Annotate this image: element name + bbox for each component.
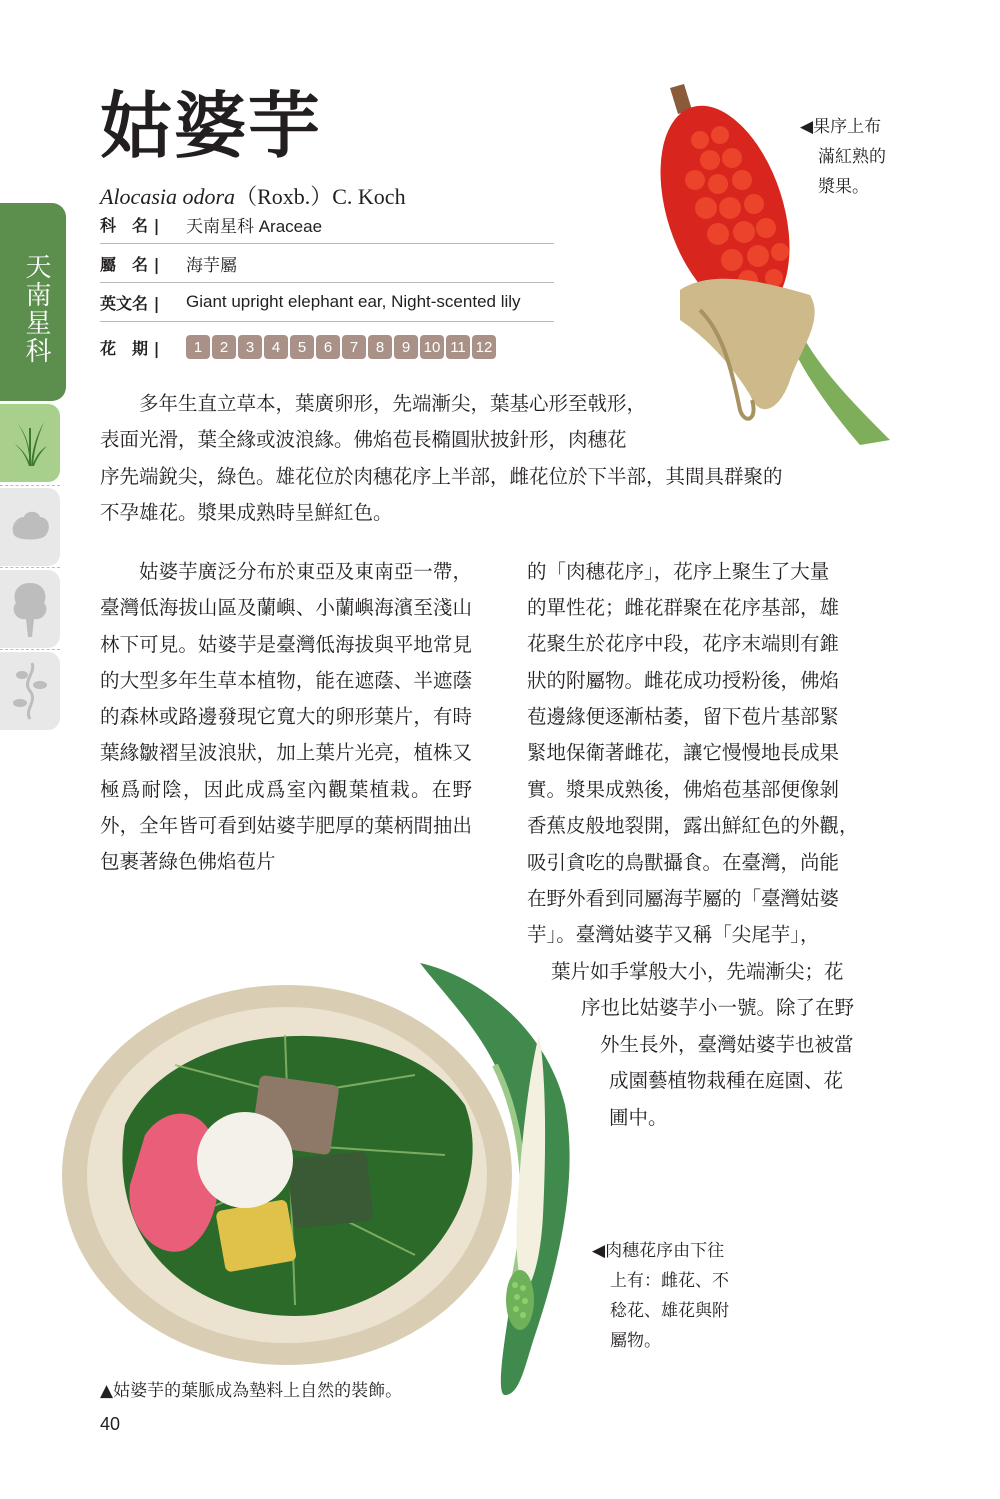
body-text-right-line: 香蕉皮般地裂開，露出鮮紅色的外觀，: [527, 814, 859, 837]
scientific-name-author: （Roxb.）C. Koch: [235, 184, 406, 209]
month-badge: 9: [394, 335, 418, 359]
month-badge: 8: [368, 335, 392, 359]
body-text-right-line: 花聚生於花序中段，花序末端則有錐: [527, 632, 840, 655]
spadix-caption-line: 屬物。: [610, 1331, 661, 1351]
category-tab-araceae[interactable]: [0, 203, 66, 401]
body-text-right-line: 的單性花；雌花群聚在花序基部，雄: [527, 596, 840, 619]
body-text-right-line: 成園藝植物栽種在庭園、花: [609, 1069, 844, 1092]
grass-icon: [12, 418, 48, 468]
page-title: 姑婆芋: [100, 83, 323, 168]
month-badges: [186, 335, 496, 359]
month-badge: 2: [212, 335, 236, 359]
month-badge: 1: [186, 335, 210, 359]
fruit-caption: [800, 112, 886, 202]
body-text-right-line: 緊地保衛著雌花，讓它慢慢地長成果: [527, 741, 840, 764]
body-text-right-line: 實。漿果成熟後，佛焰苞基部便像剝: [527, 778, 840, 801]
description-line: 序先端銳尖，綠色。雄花位於肉穗花序上半部，雌花位於下半部，其間具群聚的: [100, 465, 783, 488]
description-line: 不孕雄花。漿果成熟時呈鮮紅色。: [100, 501, 393, 524]
month-badge: 12: [472, 335, 496, 359]
spadix-caption-line: 稔花、雄花與附: [610, 1301, 729, 1321]
dish-caption: ▲姑婆芋的葉脈成為墊料上自然的裝飾。: [100, 1381, 403, 1401]
flowering-row: [100, 332, 496, 362]
body-text-right-line: 圃中。: [609, 1106, 668, 1129]
spadix-caption-line: ◀肉穗花序由下往: [592, 1241, 725, 1261]
genus-label: 屬 名 |: [100, 254, 160, 274]
genus-row: [100, 244, 554, 283]
tab-shrub[interactable]: [0, 488, 60, 566]
month-badge: 6: [316, 335, 340, 359]
body-text-right-line: 吸引貪吃的鳥獸攝食。在臺灣，尚能: [527, 851, 840, 874]
page-number: 40: [100, 1414, 121, 1434]
body-text-right-line: 序也比姑婆芋小一號。除了在野: [581, 996, 855, 1019]
vine-icon: [10, 661, 50, 721]
description-line: 表面光滑，葉全緣或波浪緣。佛焰苞長橢圓狀披針形，肉穗花: [100, 428, 627, 451]
spadix-caption: [592, 1236, 729, 1356]
fruit-caption-line: 漿果。: [818, 177, 869, 197]
tab-divider: [0, 485, 60, 486]
tab-grass[interactable]: [0, 404, 60, 482]
body-text-right-line: 葉片如手掌般大小，先端漸尖；花: [551, 960, 844, 983]
english-name-value: Giant upright elephant ear, Night-scented lily: [186, 292, 521, 311]
scientific-name-italic: Alocasia odora: [100, 184, 236, 209]
tab-vine[interactable]: [0, 652, 60, 730]
fruit-caption-line: ◀果序上布: [800, 117, 882, 137]
body-text-right-line: 的「肉穗花序」，花序上聚生了大量: [527, 560, 830, 583]
description-line: 多年生直立草本，葉廣卵形，先端漸尖，葉基心形至戟形，: [139, 392, 647, 415]
body-text-right-line: 苞邊緣便逐漸枯萎，留下苞片基部緊: [527, 705, 840, 728]
body-text-right-line: 芋」。臺灣姑婆芋又稱「尖尾芋」，: [527, 923, 820, 946]
flowering-label: 花 期 |: [100, 338, 160, 358]
family-label: 科 名 |: [100, 215, 160, 235]
category-tab-label: 天南星科: [21, 253, 51, 365]
family-value: 天南星科 Araceae: [186, 216, 323, 236]
tab-tree[interactable]: [0, 570, 60, 648]
month-badge: 10: [420, 335, 444, 359]
shrub-icon: [8, 505, 52, 549]
month-badge: 4: [264, 335, 288, 359]
tree-icon: [8, 579, 52, 639]
tab-divider: [0, 649, 60, 650]
tab-divider: [0, 567, 60, 568]
body-text-right-line: 在野外看到同屬海芋屬的「臺灣姑婆: [527, 887, 840, 910]
month-badge: 11: [446, 335, 470, 359]
month-badge: 3: [238, 335, 262, 359]
spadix-caption-line: 上有：雌花、不: [610, 1271, 729, 1291]
fruit-caption-line: 滿紅熟的: [818, 147, 886, 167]
family-row: [100, 205, 554, 244]
english-name-label: 英文名 |: [100, 293, 160, 313]
body-text-left: 姑婆芋廣泛分布於東亞及東南亞一帶，臺灣低海拔山區及蘭嶼、小蘭嶼海濱至淺山林下可見。姑婆芋是臺灣低海拔與平地常見的大型多年生草本植物，能在遮蔭、半遮蔭的森林或路邊發現它寬大的卵形葉片，有時葉緣皺褶呈波浪狀，加上葉片光亮，植株又極爲耐陰，因此成爲室內觀葉植栽。在野外，全年皆可看到姑婆芋肥厚的葉柄間抽出包裹著綠色佛焰苞片: [100, 560, 472, 874]
english-name-row: [100, 283, 554, 322]
body-text-right-line: 外生長外，臺灣姑婆芋也被當: [600, 1033, 854, 1056]
genus-value: 海芋屬: [186, 255, 237, 275]
spadix-photo: [415, 955, 585, 1400]
body-text-right-line: 狀的附屬物。雌花成功授粉後，佛焰: [527, 669, 840, 692]
month-badge: 7: [342, 335, 366, 359]
month-badge: 5: [290, 335, 314, 359]
